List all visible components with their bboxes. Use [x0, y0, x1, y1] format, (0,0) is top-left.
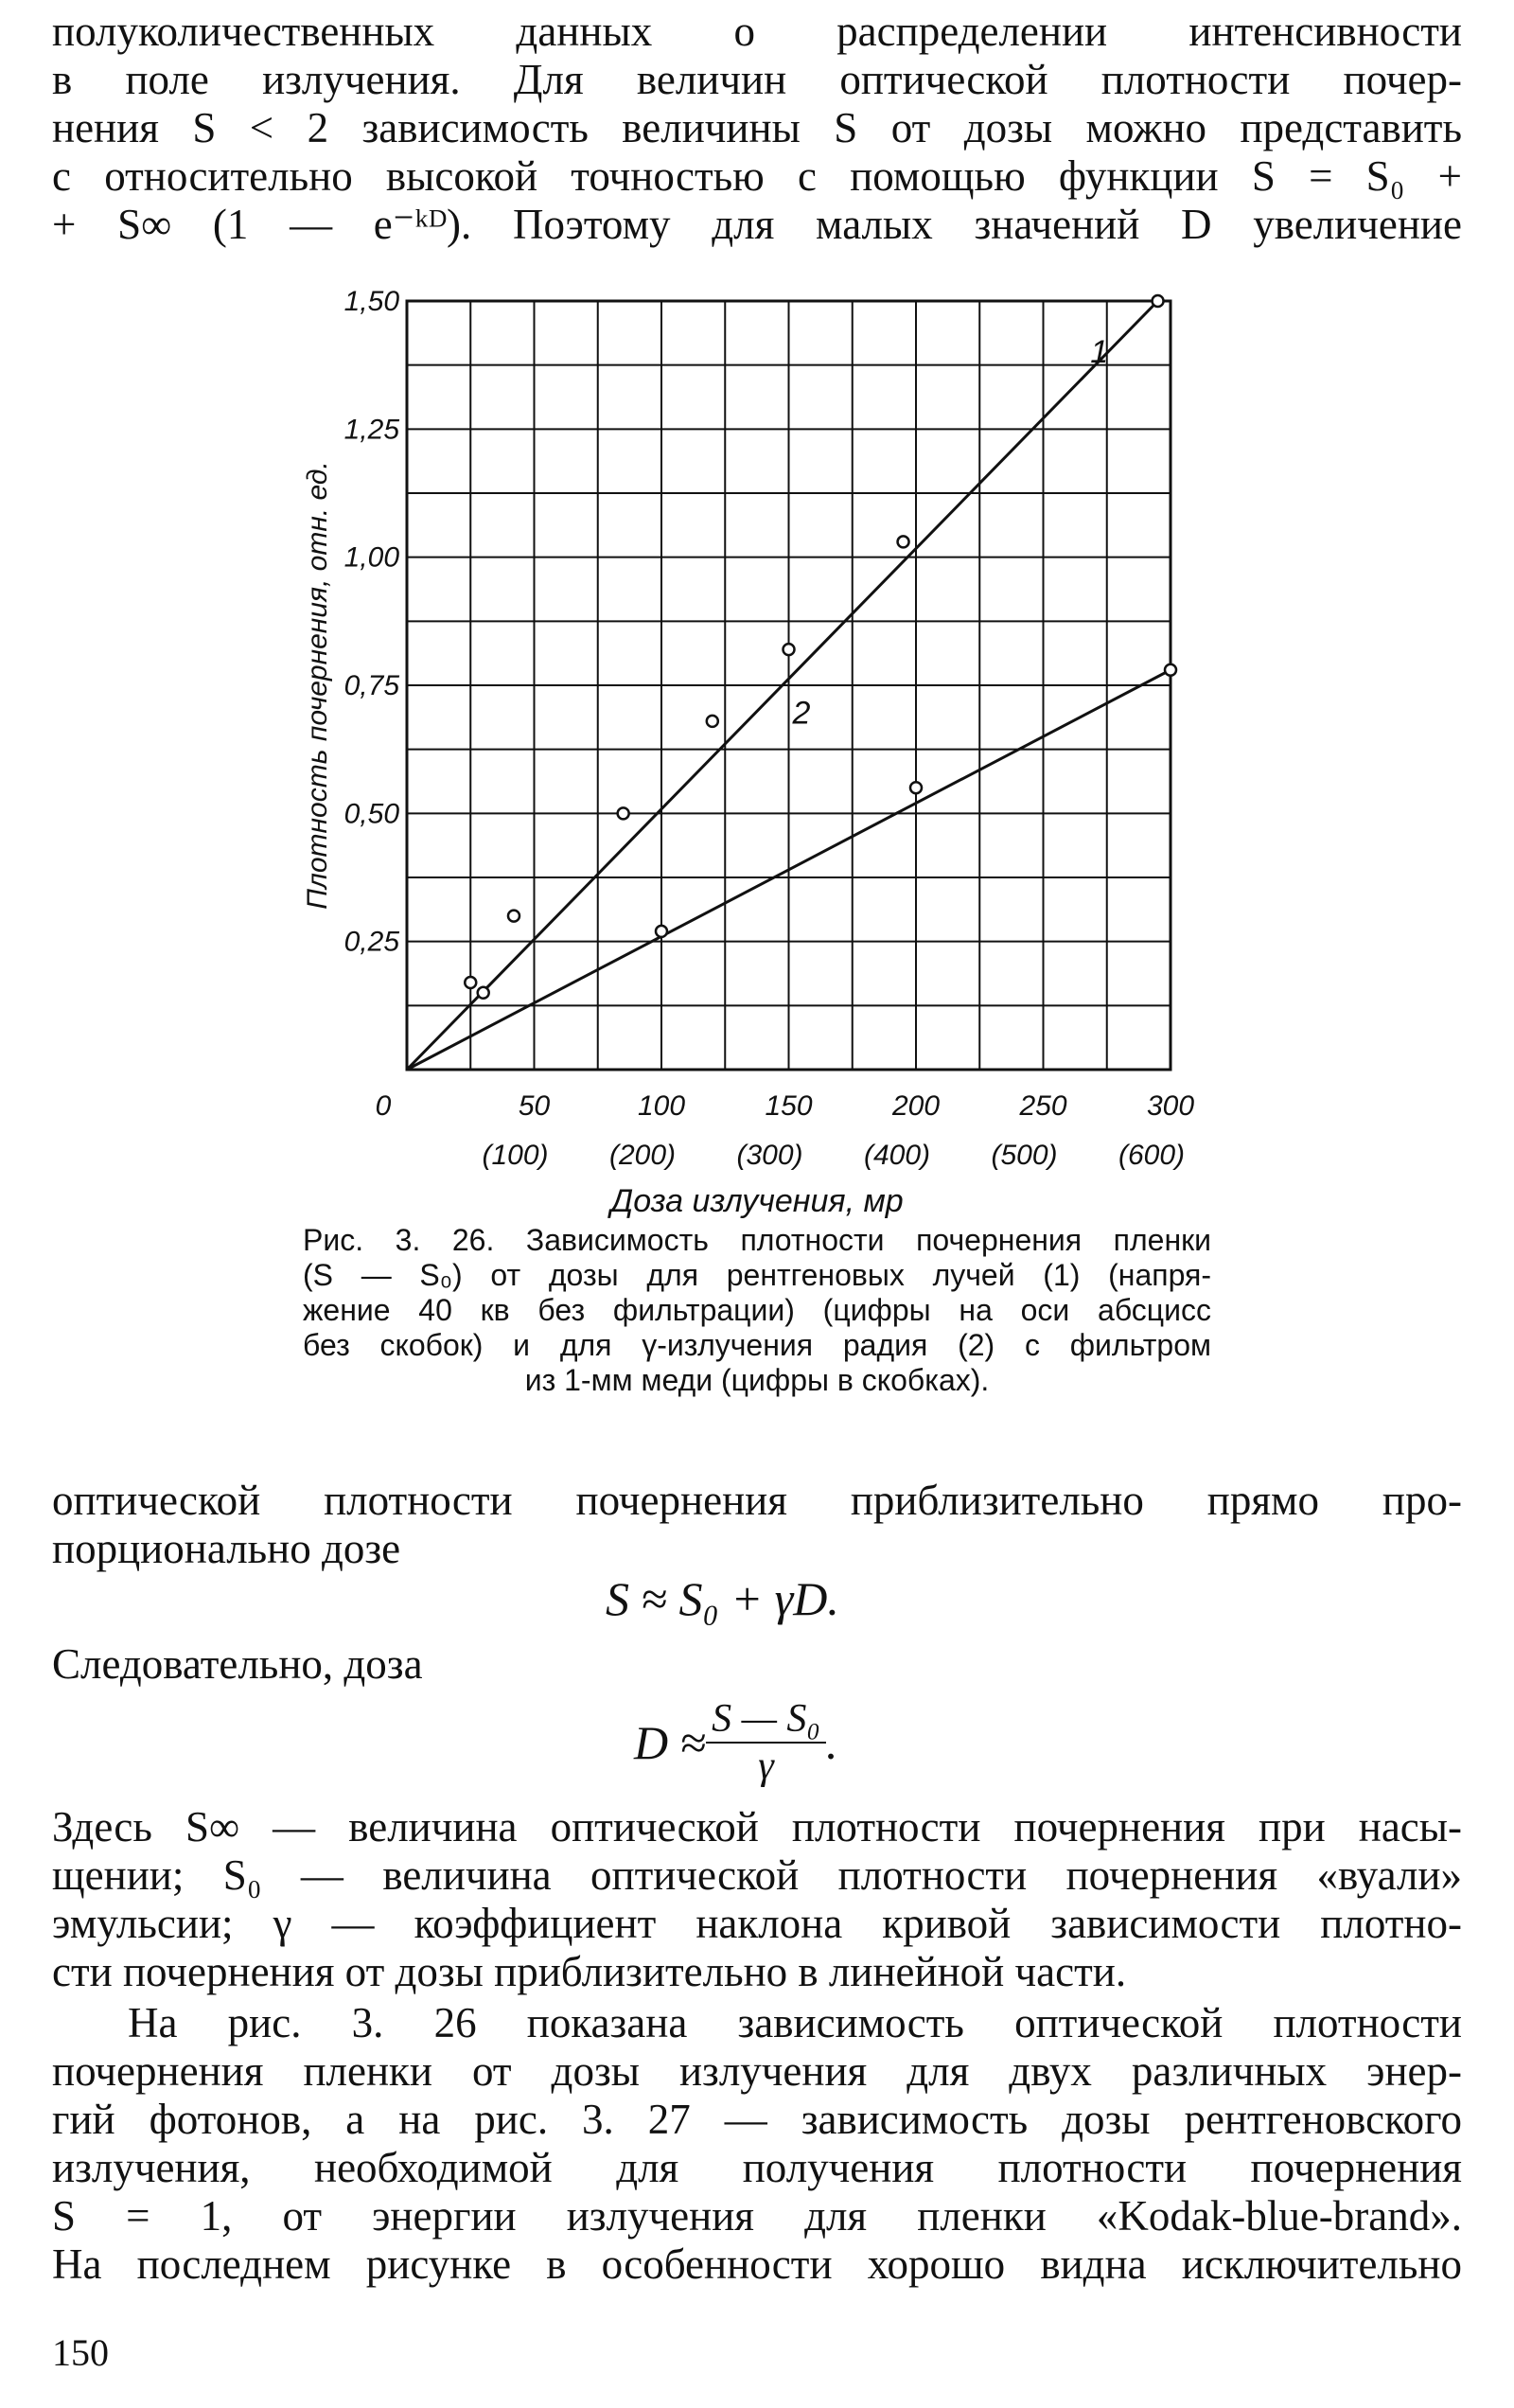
formula-proportional: S ≈ S₀ + γD. [606, 1572, 839, 1625]
caption-line: из 1-мм меди (цифры в скобках). [524, 1363, 990, 1397]
x-tick-label: 100 [637, 1090, 686, 1122]
x-tick-label-bracketed: (500) [991, 1140, 1058, 1171]
data-point-series-1 [1153, 295, 1164, 307]
text-line: На рис. 3. 26 показана зависимость оптической плотности [128, 1999, 1462, 2046]
page-number: 150 [52, 2331, 109, 2374]
y-axis-label: Плотность почернения, отн. ед. [302, 461, 333, 910]
text-line: гий фотонов, а на рис. 3. 27 — зависимость дозы рентгеновского [52, 2096, 1462, 2143]
formula-dose [634, 1696, 838, 1789]
last-paragraph [52, 1999, 1462, 2289]
y-tick-label: 1,25 [343, 414, 399, 446]
x-tick-label: 50 [518, 1090, 551, 1122]
definitions-paragraph [52, 1803, 1462, 1996]
text-line: порционально дозе [52, 1525, 401, 1572]
paragraph-text [52, 1999, 1462, 2289]
text-line: S = 1, от энергии излучения для пленки «Kodak-blue-brand». [52, 2192, 1462, 2240]
y-tick-label: 0,50 [343, 798, 399, 830]
text-line: Здесь S∞ — величина оптической плотности почернения при насы- [52, 1803, 1462, 1850]
formula-fraction [706, 1696, 826, 1789]
x-tick-label-bracketed: (200) [608, 1140, 677, 1171]
text-line: На последнем рисунке в особенности хорошо видна исключительно [52, 2240, 1462, 2288]
y-tick-label: 0,75 [343, 670, 399, 701]
paragraph-text [52, 1477, 1462, 1573]
text-line: + S∞ (1 — e⁻ᵏᴰ). Поэтому для малых значений D увеличение [52, 201, 1462, 248]
caption-line: без скобок) и для γ-излучения радия (2) с фильтром [303, 1328, 1211, 1362]
formula-lhs: D ≈ [634, 1716, 707, 1769]
figure-caption [303, 1223, 1211, 1398]
caption-line: Рис. 3. 26. Зависимость плотности почернения пленки [303, 1223, 1211, 1257]
text-line: эмульсии; γ — коэффициент наклона кривой зависимости плотно- [52, 1900, 1462, 1947]
y-tick-label: 0,25 [343, 926, 399, 958]
x-tick-label-bracketed: (400) [863, 1140, 931, 1171]
data-point-series-1 [618, 807, 629, 819]
paragraph-text [52, 1803, 1462, 1996]
text-line: оптической плотности почернения приблизительно прямо про- [52, 1477, 1462, 1524]
x-tick-label-bracketed: (600) [1118, 1140, 1186, 1171]
data-point-series-2 [656, 926, 667, 937]
text-line: сти почернения от дозы приблизительно в линейной части. [52, 1948, 1127, 1995]
data-point-series-1 [508, 911, 519, 922]
x-tick-label: 300 [1146, 1090, 1195, 1122]
x-axis-label: Доза излучения, мр [610, 1183, 904, 1219]
y-tick-label: 1,00 [343, 541, 399, 574]
y-tick-label: 1,50 [343, 286, 399, 317]
formula-numerator: S — S₀ [706, 1696, 826, 1744]
data-point-series-1 [783, 644, 795, 655]
text-line: щении; S₀ — величина оптической плотности почернения «вуали» [52, 1851, 1462, 1899]
caption-line: жение 40 кв без фильтрации) (цифры на оси абсцисс [303, 1293, 1211, 1327]
chart-ticks [344, 286, 1195, 1171]
data-point-series-1 [898, 536, 909, 547]
data-point-series-1 [707, 716, 718, 727]
text-line: почернения пленки от дозы излучения для двух различных энер- [52, 2047, 1462, 2095]
paragraph-text [52, 8, 1462, 249]
text-line: нения S < 2 зависимость величины S от дозы можно представить [52, 104, 1462, 151]
middle-paragraph [52, 1477, 1462, 1573]
data-point-series-2 [478, 987, 489, 999]
x-tick-label-bracketed: (100) [482, 1140, 549, 1171]
caption-line: (S — S₀) от дозы для рентгеновых лучей (1) (напря- [303, 1258, 1211, 1292]
text-line: в поле излучения. Для величин оптической плотности почер- [52, 56, 1462, 103]
x-tick-label: 150 [765, 1090, 813, 1122]
x-origin-label: 0 [375, 1090, 392, 1122]
text-line: полуколичественных данных о распределении интенсивности [52, 8, 1462, 55]
formula-denominator: γ [758, 1744, 774, 1788]
text-line: излучения, необходимой для получения плотности почернения [52, 2144, 1462, 2191]
formula-tail: . [826, 1716, 838, 1769]
curve-label-2: 2 [792, 695, 811, 732]
x-tick-label: 250 [1019, 1090, 1067, 1122]
data-point-series-2 [910, 782, 922, 793]
data-point-series-2 [1165, 664, 1176, 676]
x-tick-label-bracketed: (300) [736, 1140, 803, 1171]
paragraph-text: Следовательно, доза [52, 1640, 423, 1688]
data-point-series-1 [465, 977, 476, 988]
text-line: с относительно высокой точностью с помощью функции S = S₀ + [52, 152, 1462, 200]
x-tick-label: 200 [891, 1090, 941, 1122]
figure-chart [0, 274, 1514, 1219]
curve-label-1: 1 [1090, 333, 1109, 370]
consequently-line [52, 1640, 1462, 1689]
top-paragraph [52, 8, 1462, 249]
